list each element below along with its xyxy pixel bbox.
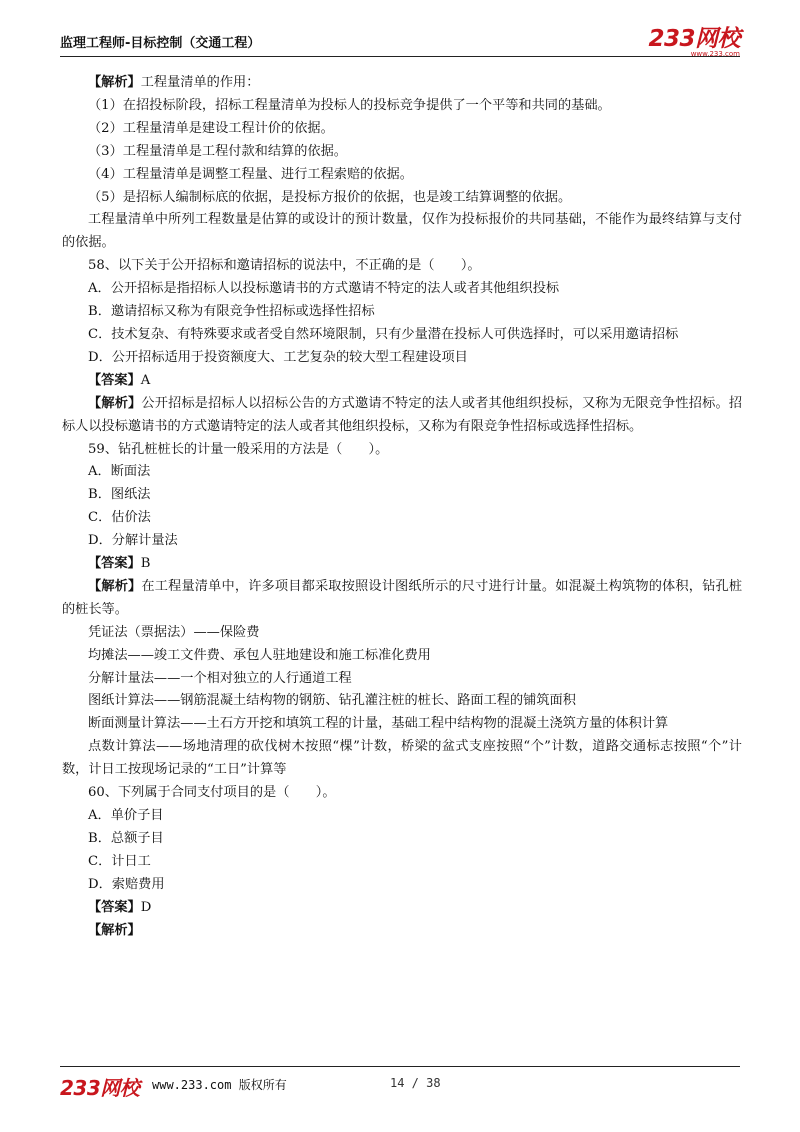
option-d: D．公开招标适用于投资额度大、工艺复杂的较大型工程建设项目 [88, 349, 468, 365]
option-d: D．索赔费用 [88, 876, 165, 892]
analysis: 【解析】 [88, 922, 141, 938]
list-item: （4）工程量清单是调整工程量、进行工程索赔的依据。 [88, 166, 413, 182]
list-item: （3）工程量清单是工程付款和结算的依据。 [88, 143, 347, 159]
page-header [60, 20, 740, 56]
method-item: 图纸计算法——钢筋混凝土结构物的钢筋、钻孔灌注桩的桩长、路面工程的铺筑面积 [88, 693, 576, 709]
option-c: C．估价法 [88, 510, 151, 526]
option-b: B．邀请招标又称为有限竞争性招标或选择性招标 [88, 304, 375, 320]
method-item: 点数计算法——场地清理的砍伐树木按照“棵”计数，桥梁的盆式支座按照“个”计数，道路交通标志按照“个”计数，计日工按现场记录的“工日”计算等 [62, 739, 742, 778]
page-footer [60, 1072, 740, 1100]
option-a: A．单价子目 [88, 808, 164, 823]
footer-logo[interactable]: 233网校 [60, 1076, 140, 1100]
footer-divider [60, 1066, 740, 1067]
page-number: 14 / 38 [390, 1076, 441, 1090]
method-item: 均摊法——竣工文件费、承包人驻地建设和施工标准化费用 [88, 647, 431, 663]
analysis: 【解析】在工程量清单中，许多项目都采取按照设计图纸所示的尺寸进行计量。如混凝土构筑物的体积，钻孔桩的桩长等。 [62, 578, 743, 617]
logo-url: www.233.com [690, 50, 740, 58]
document-title: 监理工程师-目标控制（交通工程） [60, 36, 261, 51]
site-logo[interactable] [648, 20, 740, 58]
question-58: 58、以下关于公开招标和邀请招标的说法中，不正确的是（ ）。 [88, 258, 481, 274]
question-59: 59、钻孔桩桩长的计量一般采用的方法是（ ）。 [88, 441, 389, 457]
footer-copyright: 版权所有 [238, 1078, 287, 1092]
option-a: A．断面法 [88, 464, 151, 480]
option-b: B．总额子目 [88, 830, 164, 846]
method-item: 凭证法（票据法）——保险费 [88, 624, 260, 640]
answer: 【答案】D [88, 899, 152, 915]
answer: 【答案】B [88, 556, 151, 572]
option-b: B．图纸法 [88, 487, 151, 503]
option-c: C．技术复杂、有特殊要求或者受自然环境限制，只有少量潜在投标人可供选择时，可以采用邀请招标 [88, 326, 679, 342]
analysis: 【解析】公开招标是招标人以招标公告的方式邀请不特定的法人或者其他组织投标，又称为无限竞争性招标。招标人以投标邀请书的方式邀请特定的法人或者其他组织投标，又称为有限竞争性招标或选择性招标。 [62, 395, 743, 434]
method-item: 分解计量法——一个相对独立的人行通道工程 [88, 670, 352, 686]
list-item: （1）在招投标阶段，招标工程量清单为投标人的投标竞争提供了一个平等和共同的基础。 [88, 97, 611, 113]
option-c: C．计日工 [88, 853, 151, 869]
list-item: （2）工程量清单是建设工程计价的依据。 [88, 120, 334, 136]
answer: 【答案】A [88, 372, 151, 388]
option-a: A．公开招标是指招标人以投标邀请书的方式邀请不特定的法人或者其他组织投标 [88, 281, 560, 297]
list-item: （5）是招标人编制标底的依据，是投标方报价的依据，也是竣工结算调整的依据。 [88, 189, 572, 205]
paragraph: 工程量清单中所列工程数量是估算的或设计的预计数量，仅作为投标报价的共同基础，不能作为最终结算与支付的依据。 [62, 212, 742, 251]
footer-url[interactable]: www.233.com [152, 1078, 232, 1092]
header-divider [60, 56, 740, 57]
method-item: 断面测量计算法——土石方开挖和填筑工程的计量，基础工程中结构物的混凝土浇筑方量的体积计算 [88, 716, 669, 732]
logo-text: 233网校 [648, 26, 740, 52]
option-d: D．分解计量法 [88, 533, 178, 549]
analysis-heading: 【解析】工程量清单的作用： [88, 75, 260, 90]
document-body [62, 72, 742, 942]
footer-site[interactable] [152, 1076, 287, 1093]
question-60: 60、下列属于合同支付项目的是（ ）。 [88, 785, 336, 801]
